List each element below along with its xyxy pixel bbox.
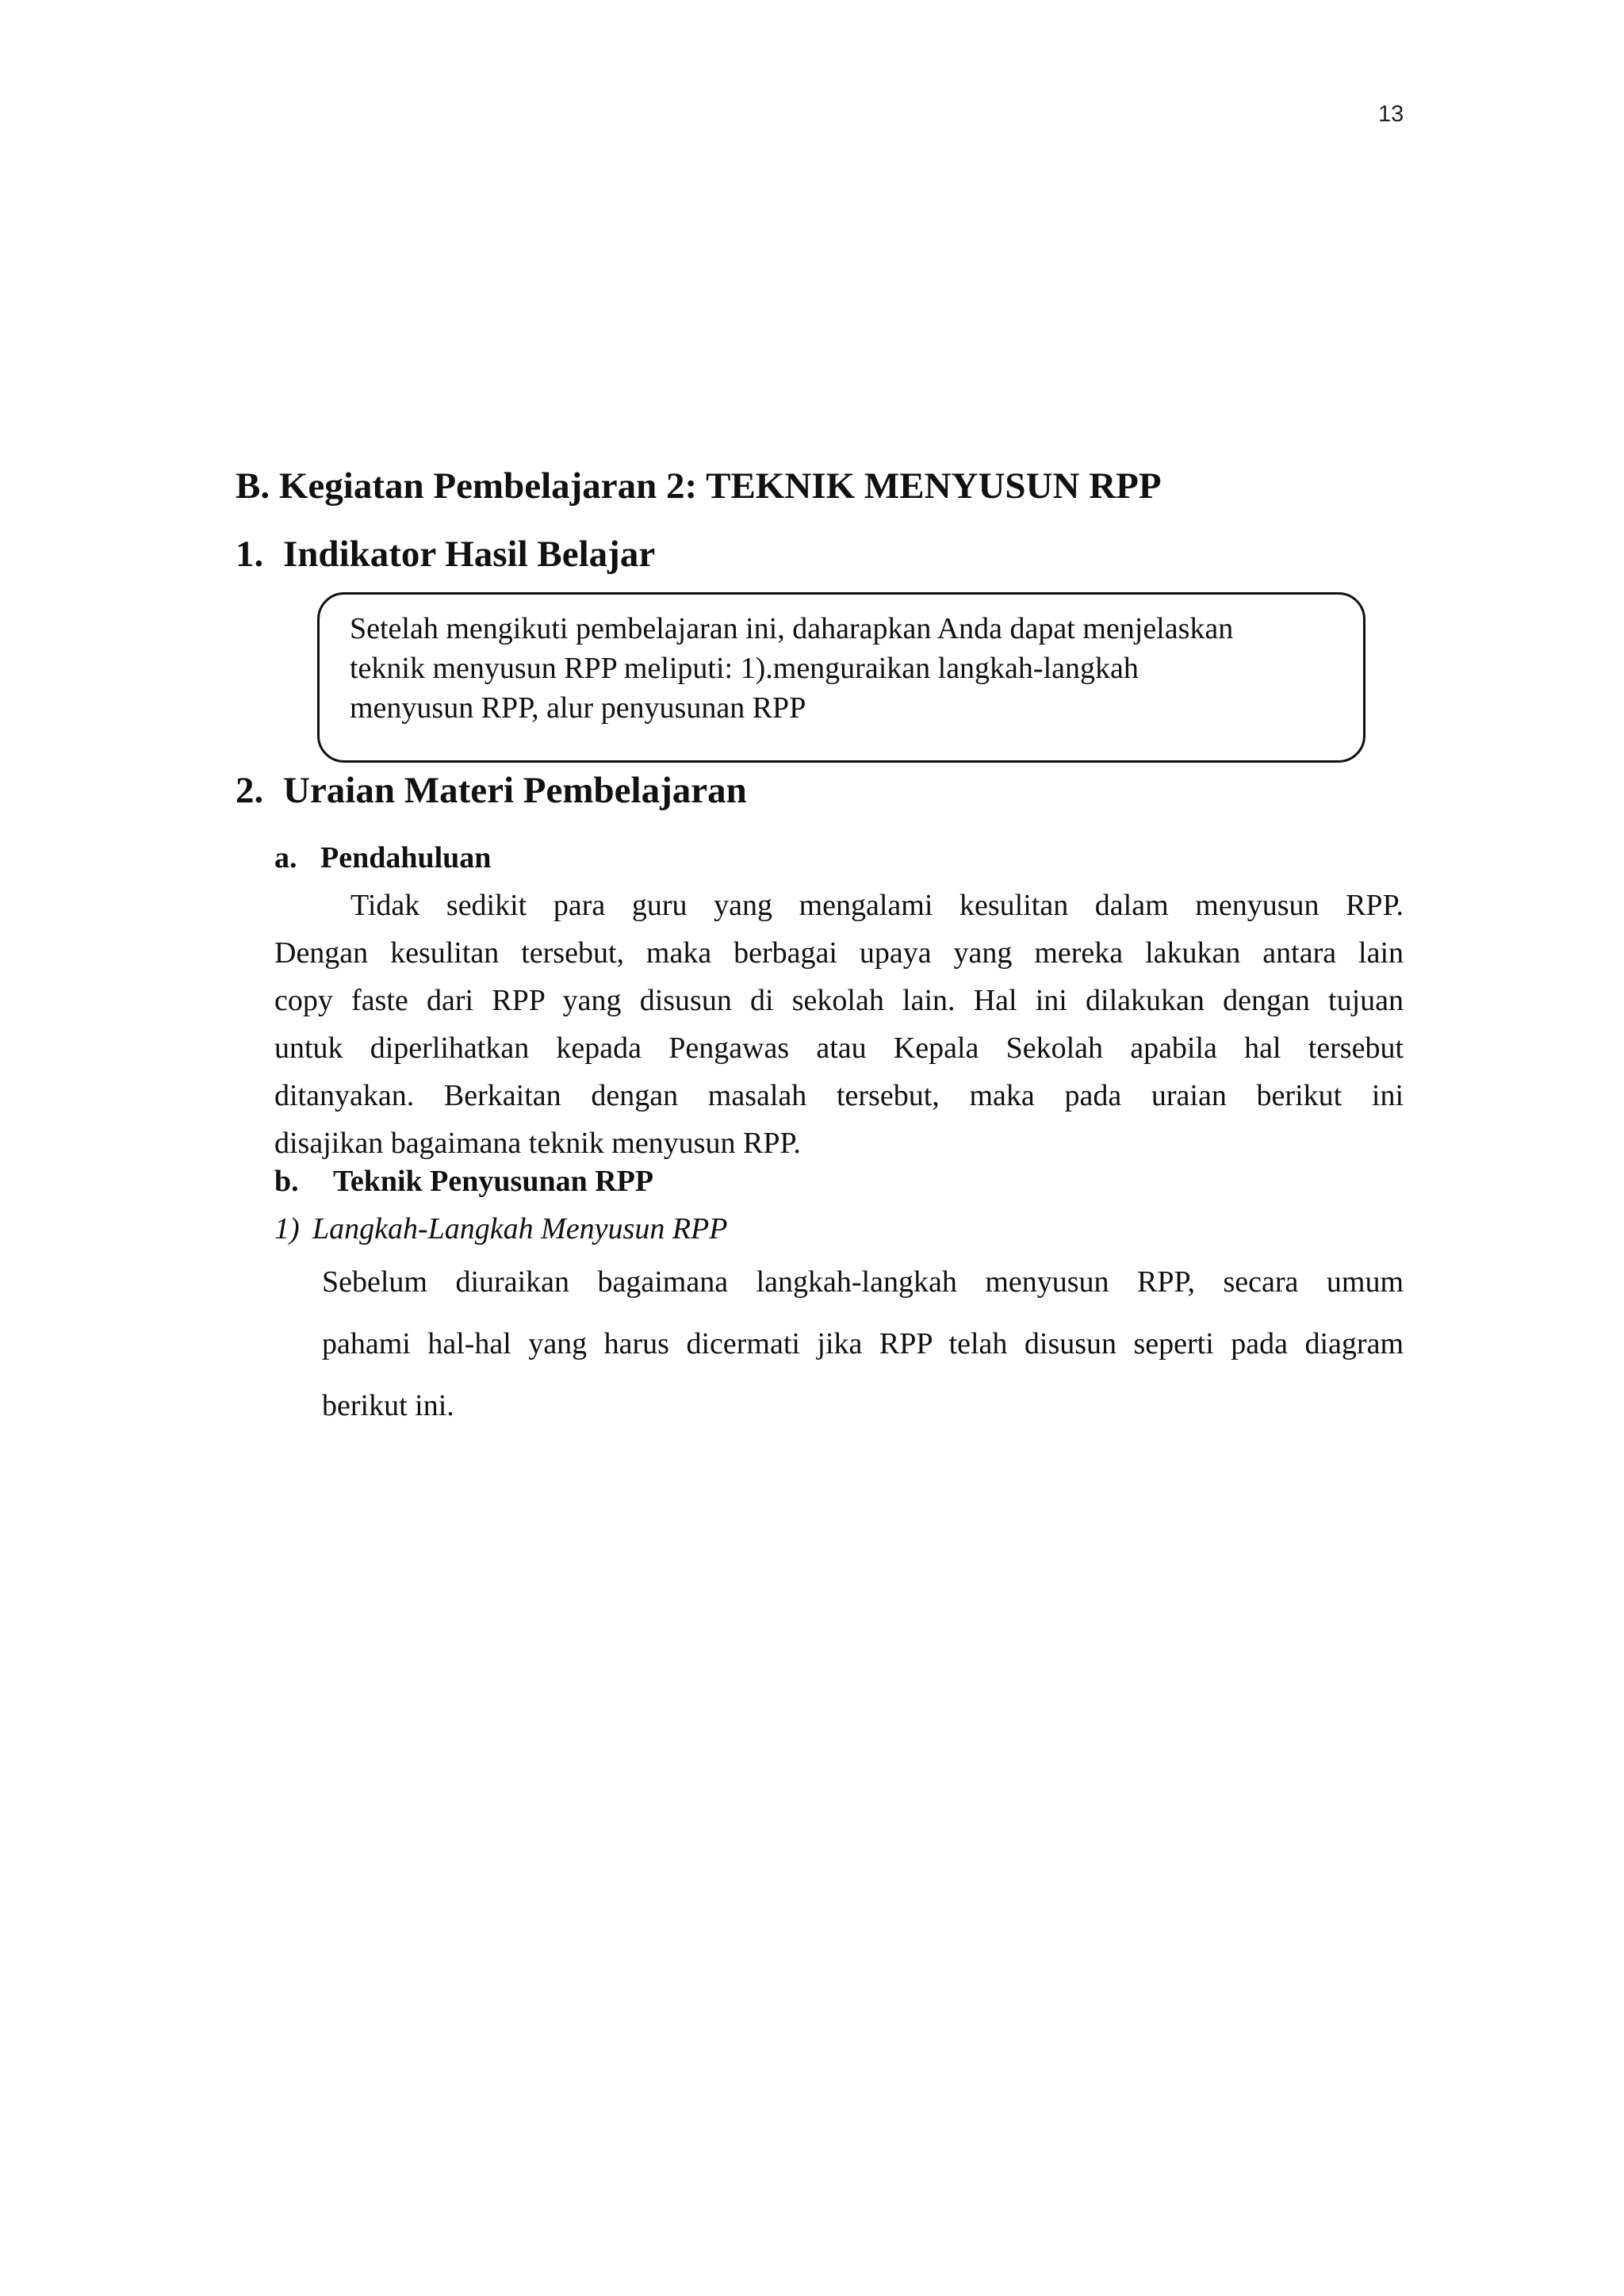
pendahuluan-heading xyxy=(274,840,491,875)
materi-heading xyxy=(236,769,747,812)
langkah-title: Langkah-Langkah Menyusun RPP xyxy=(312,1212,728,1246)
paragraph-line: copy faste dari RPP yang disusun di sekolah lain. Hal ini dilakukan dengan tujuan xyxy=(274,984,1404,1017)
langkah-paragraph xyxy=(322,1251,1404,1437)
indicator-box-line: teknik menyusun RPP meliputi: 1).menguraikan langkah-langkah xyxy=(350,652,1139,685)
indicator-heading-number: 1. xyxy=(236,534,264,575)
paragraph-line: Sebelum diuraikan bagaimana langkah-langkah menyusun RPP, secara umum xyxy=(322,1265,1404,1299)
paragraph-line: ditanyakan. Berkaitan dengan masalah tersebut, maka pada uraian berikut ini xyxy=(274,1079,1404,1112)
indicator-heading-title: Indikator Hasil Belajar xyxy=(283,534,656,575)
page-number: 13 xyxy=(1378,101,1404,127)
indicator-heading xyxy=(236,533,655,576)
materi-heading-title: Uraian Materi Pembelajaran xyxy=(283,770,747,811)
indicator-box-line: Setelah mengikuti pembelajaran ini, daharapkan Anda dapat menjelaskan xyxy=(350,612,1234,645)
pendahuluan-label: a. xyxy=(274,841,297,874)
langkah-heading xyxy=(274,1211,727,1246)
section-heading: B. Kegiatan Pembelajaran 2: TEKNIK MENYUSUN RPP xyxy=(236,465,1162,507)
pendahuluan-title: Pendahuluan xyxy=(320,841,492,874)
paragraph-line: Tidak sedikit para guru yang mengalami kesulitan dalam menyusun RPP. xyxy=(350,889,1404,922)
paragraph-line: Dengan kesulitan tersebut, maka berbagai upaya yang mereka lakukan antara lain xyxy=(274,936,1404,970)
paragraph-line: untuk diperlihatkan kepada Pengawas atau Kepala Sekolah apabila hal tersebut xyxy=(274,1031,1404,1065)
paragraph-line: berikut ini. xyxy=(322,1389,454,1422)
langkah-number: 1) xyxy=(274,1212,300,1246)
materi-heading-number: 2. xyxy=(236,770,264,811)
indicator-box-text xyxy=(350,609,1333,728)
paragraph-line: disajikan bagaimana teknik menyusun RPP. xyxy=(274,1127,801,1160)
teknik-label: b. xyxy=(274,1165,299,1198)
teknik-heading xyxy=(274,1164,653,1199)
indicator-box-line: menyusun RPP, alur penyusunan RPP xyxy=(350,691,806,725)
indicator-box xyxy=(317,592,1365,763)
paragraph-line: pahami hal-hal yang harus dicermati jika RPP telah disusun seperti pada diagram xyxy=(322,1327,1404,1360)
teknik-title: Teknik Penyusunan RPP xyxy=(333,1165,654,1198)
pendahuluan-paragraph xyxy=(274,882,1404,1167)
